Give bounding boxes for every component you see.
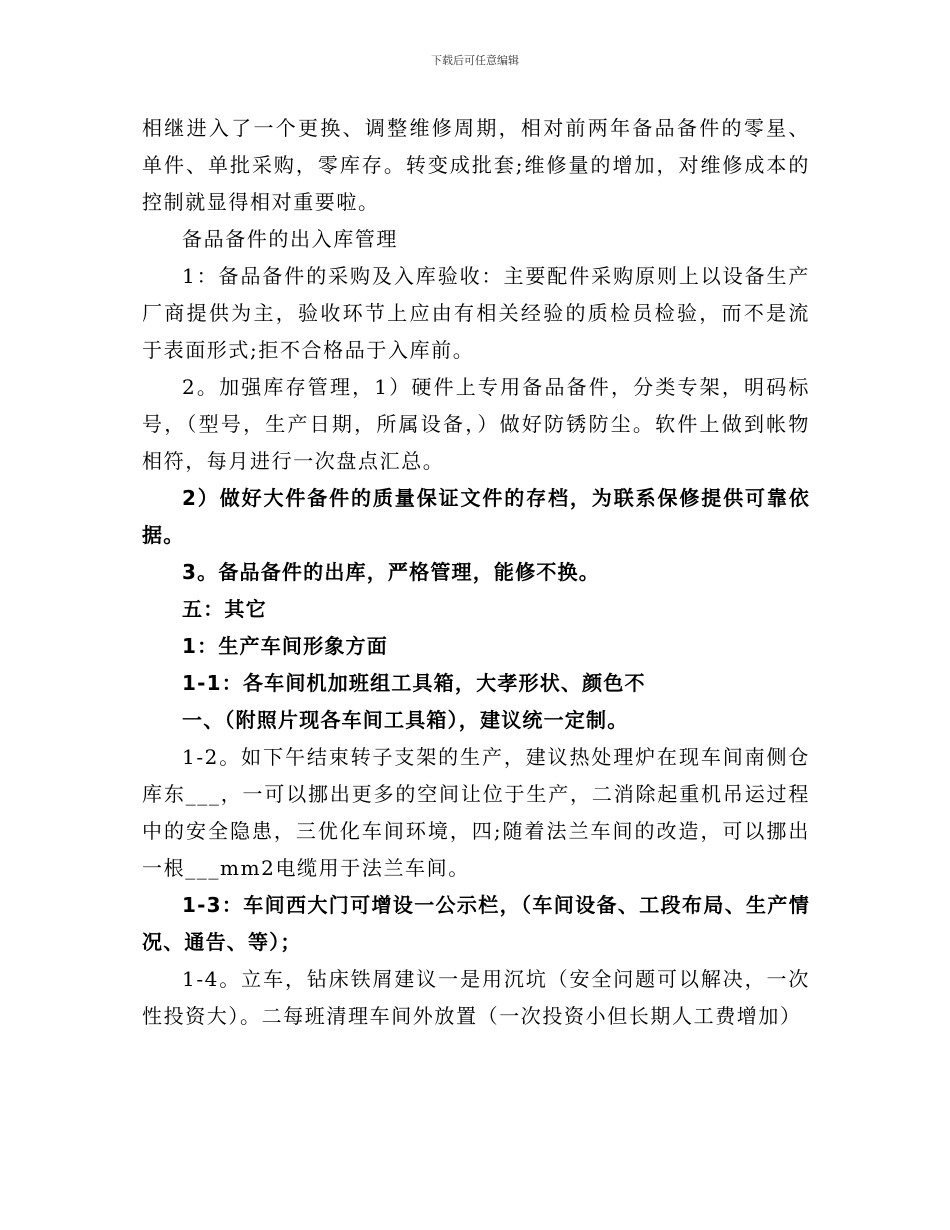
paragraph-chips: 1-4。立车，钻床铁屑建议一是用沉坑（安全问题可以解决，一次性投资大）。二每班清理车间外放置（一次投资小但长期人工费增加） <box>142 967 810 1028</box>
paragraph-procurement: 1：备品备件的采购及入库验收：主要配件采购原则上以设备生产厂商提供为主，验收环节上应由有相关经验的质检员检验，而不是流于表面形式;拒不合格品于入库前。 <box>142 264 810 362</box>
paragraph-inventory: 2。加强库存管理，1）硬件上专用备品备件，分类专架，明码标号，（型号，生产日期，所属设备，）做好防锈防尘。软件上做到帐物相符，每月进行一次盘点汇总。 <box>142 375 810 473</box>
section-heading-other: 五：其它 <box>182 597 267 621</box>
document-body <box>142 110 810 1035</box>
paragraph-outbound: 3。备品备件的出库，严格管理，能修不换。 <box>182 560 600 584</box>
paragraph-bulletin: 1-3：车间西大门可增设一公示栏，（车间设备、工段布局、生产情况、通告、等）； <box>142 893 810 954</box>
paragraph-furnace: 1-2。如下午结束转子支架的生产，建议热处理炉在现车间南侧仓库东___，一可以挪出更多的空间让位于生产，二消除起重机吊运过程中的安全隐患，三优化车间环境，四;随着法兰车间的改造，可以挪出一根___mm2电缆用于法兰车间。 <box>142 745 810 880</box>
page-header: 下载后可任意编辑 <box>431 54 519 67</box>
paragraph-toolbox: 1-1：各车间机加班组工具箱，大孝形状、颜色不 <box>182 671 646 695</box>
section-heading-spare-parts: 备品备件的出入库管理 <box>182 227 398 251</box>
paragraph-continuation: 相继进入了一个更换、调整维修周期，相对前两年备品备件的零星、单件、单批采购，零库存。转变成批套;维修量的增加，对维修成本的控制就显得相对重要啦。 <box>142 116 810 214</box>
paragraph-archive: 2）做好大件备件的质量保证文件的存档，为联系保修提供可靠依据。 <box>142 486 810 547</box>
paragraph-toolbox-suggestion: 一、（附照片现各车间工具箱），建议统一定制。 <box>182 708 629 732</box>
subheading-workshop-image: 1：生产车间形象方面 <box>182 634 388 658</box>
